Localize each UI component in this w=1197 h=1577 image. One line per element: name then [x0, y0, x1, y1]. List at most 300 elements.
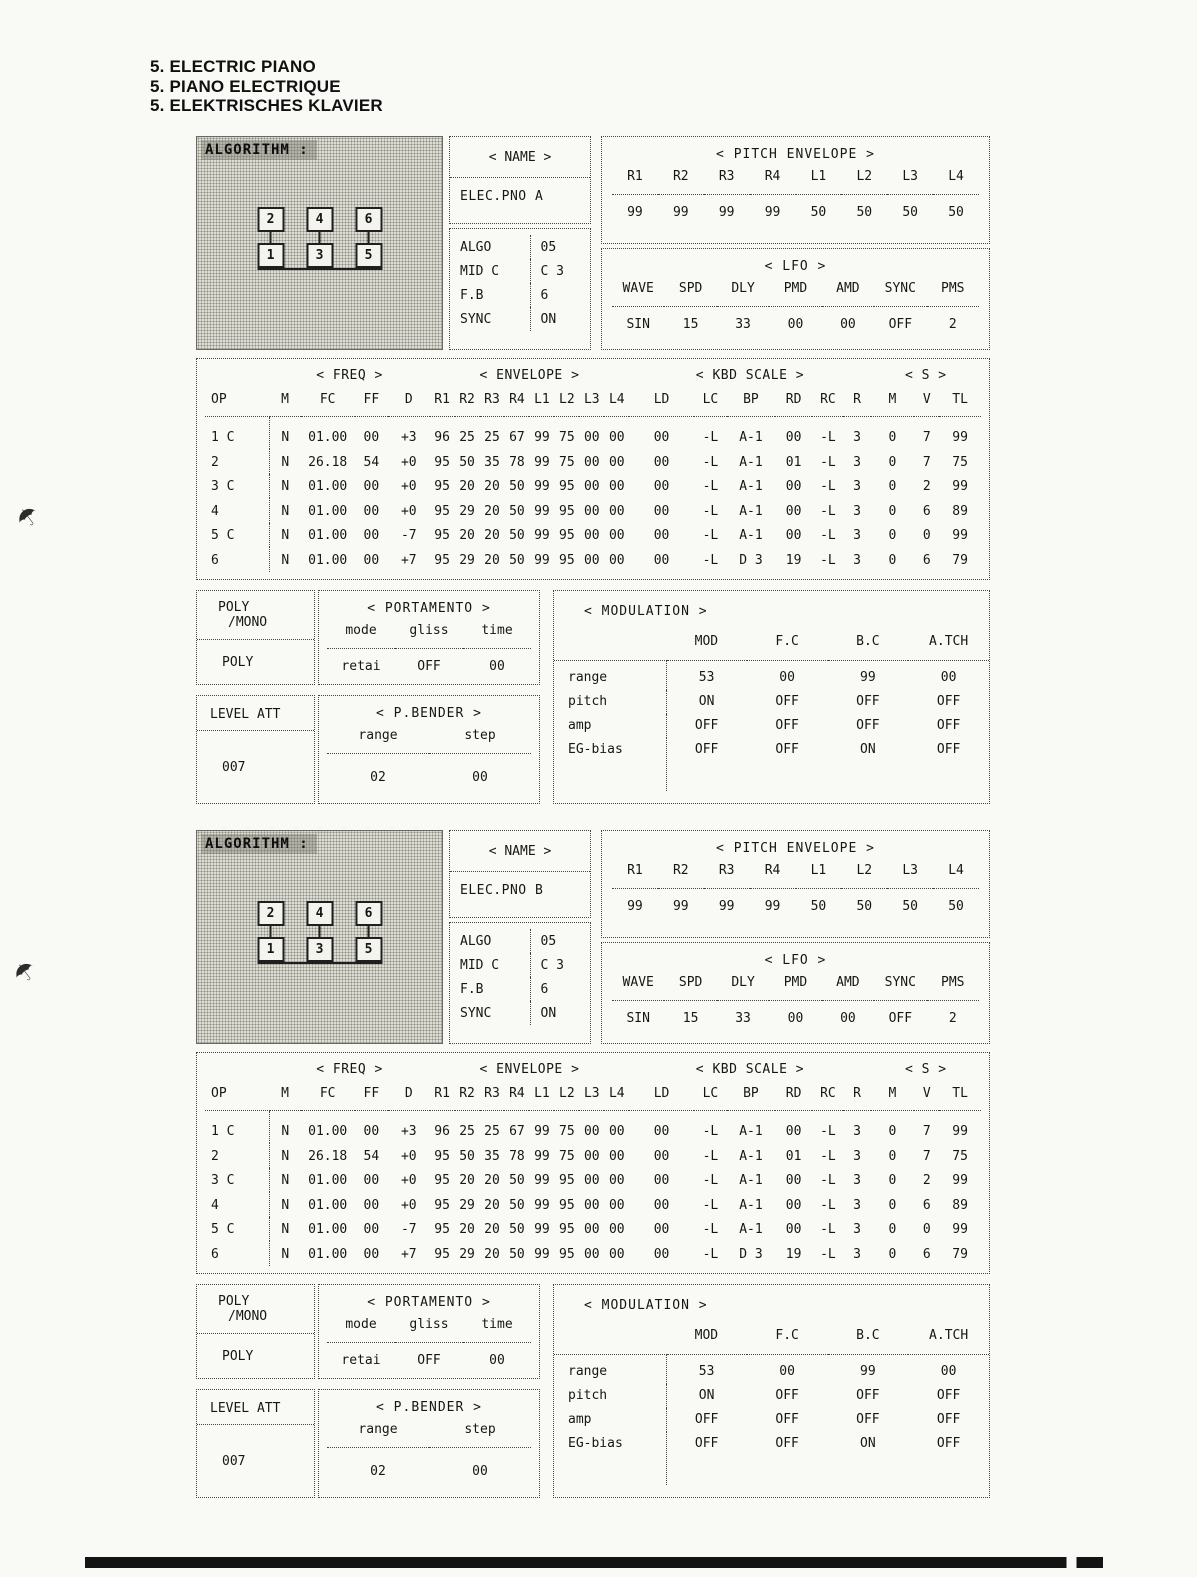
table-cell: 01 [785, 454, 802, 470]
table-cell: 95 [434, 1197, 450, 1213]
table-cell: R1 [430, 1079, 455, 1111]
table-cell: B.C [856, 634, 880, 649]
table-cell: 53 [666, 661, 747, 690]
table-row [554, 1384, 989, 1408]
table-cell: 25 [484, 1124, 500, 1139]
table-cell: 99 [952, 1124, 968, 1139]
table-cell: 99 [952, 1173, 968, 1188]
table-cell: L4 [948, 863, 964, 878]
table-cell: 00 [363, 1173, 380, 1188]
table-row [205, 1111, 981, 1144]
table-cell: 00 [608, 1222, 625, 1237]
table-cell: 00 [363, 1222, 380, 1237]
table-cell: 95 [559, 1222, 575, 1237]
table-cell: 25 [459, 1124, 475, 1139]
pitch-envelope-title: < PITCH ENVELOPE > [716, 841, 875, 856]
portamento-values [327, 649, 531, 679]
table-cell: LC [694, 385, 727, 417]
table-cell: 00 [608, 1197, 625, 1213]
table-cell: 01 [785, 1148, 802, 1164]
op-pair [257, 901, 284, 962]
table-row [205, 1168, 981, 1193]
table-cell: 00 [583, 552, 600, 568]
portamento-table [327, 1311, 531, 1372]
algorithm-label: ALGORITHM : [201, 834, 317, 854]
table-cell: 00 [363, 479, 380, 494]
table-cell: RD [775, 1079, 812, 1111]
table-row [554, 1408, 989, 1432]
table-cell: 96 [434, 430, 450, 445]
pitch-envelope-panel [601, 136, 990, 244]
table-row [612, 307, 979, 337]
table-cell: 99 [658, 195, 704, 225]
table-cell: 00 [363, 430, 380, 445]
lfo-header [612, 969, 979, 1001]
table-row [554, 690, 989, 714]
table-cell: 00 [785, 1222, 802, 1237]
table-cell: 95 [434, 503, 450, 519]
table-cell: 01.00 [308, 1222, 348, 1237]
table-cell: A-1 [739, 1222, 763, 1237]
table-cell: 20 [484, 1246, 500, 1262]
table-row [327, 1311, 531, 1343]
table-cell: time [481, 623, 513, 638]
p-bender-values [327, 754, 531, 790]
table-cell: 54 [363, 454, 380, 470]
table-cell: 50 [509, 552, 525, 568]
table-cell: 00 [785, 430, 802, 445]
table-cell: OFF [775, 1412, 799, 1427]
modulation-title: < MODULATION > [584, 604, 708, 619]
settings-rows [450, 235, 590, 331]
table-cell: OFF [936, 694, 961, 709]
table-row [205, 449, 981, 474]
table-cell: L2 [554, 1079, 579, 1111]
table-cell: 20 [484, 1197, 500, 1213]
table-cell: 95 [434, 1246, 450, 1262]
table-row [554, 738, 989, 792]
table-cell: range [554, 1355, 666, 1384]
table-cell: 00 [822, 1001, 874, 1031]
carrier-output-line [257, 962, 382, 964]
table-cell: 95 [559, 1173, 575, 1188]
table-cell: 00 [608, 528, 625, 543]
table-cell: 4 [205, 498, 269, 523]
table-cell: SYNC [450, 307, 530, 331]
modulation-header [554, 1313, 989, 1355]
table-cell: WAVE [622, 281, 654, 296]
group-header-freq: < FREQ > [316, 368, 383, 383]
table-cell: 05 [540, 933, 557, 949]
table-cell: N [281, 479, 290, 494]
table-cell: D [388, 1079, 430, 1111]
table-cell: 01.00 [308, 1246, 348, 1262]
table-cell: 00 [785, 503, 802, 519]
table-cell: range [358, 728, 398, 743]
table-cell: D [388, 385, 430, 417]
table-cell: 99 [828, 1355, 909, 1384]
table-cell: 50 [796, 195, 842, 225]
modulation-title: < MODULATION > [584, 1298, 708, 1313]
table-cell: 2 [927, 1001, 979, 1031]
table-cell: A-1 [739, 528, 763, 543]
table-cell: -L [702, 1173, 719, 1188]
table-cell: 75 [952, 454, 968, 470]
table-cell: R2 [455, 385, 480, 417]
table-cell: 00 [747, 1355, 828, 1384]
table-row [205, 1217, 981, 1242]
table-cell: 00 [583, 1124, 600, 1139]
lfo-header [612, 275, 979, 307]
table-cell: ON [698, 694, 715, 709]
table-cell: C 3 [540, 957, 564, 973]
table-row [450, 259, 590, 283]
table-cell: OFF [936, 1412, 961, 1427]
table-cell: LD [629, 385, 693, 417]
table-cell: D 3 [739, 552, 763, 568]
table-cell: MOD [694, 634, 719, 649]
level-att-label: LEVEL ATT [197, 696, 314, 731]
table-cell: 0 [888, 503, 897, 519]
table-cell: 00 [653, 528, 670, 543]
table-row [205, 1143, 981, 1168]
table-cell: 20 [484, 503, 500, 519]
pitch-envelope-header [612, 163, 979, 195]
table-cell: 99 [534, 430, 550, 445]
algorithm-panel [196, 136, 443, 350]
table-cell: 20 [484, 479, 500, 494]
operator-table-head [205, 365, 981, 417]
table-cell: 99 [534, 552, 550, 568]
table-cell: FF [355, 1079, 388, 1111]
table-cell: 15 [664, 307, 716, 337]
table-cell: 99 [534, 1148, 550, 1164]
table-cell: -L [820, 430, 836, 445]
table-cell: 50 [509, 1197, 525, 1213]
table-cell: 95 [434, 1148, 450, 1164]
op-node-1: 1 [257, 937, 284, 962]
poly-mono-value: POLY [222, 655, 254, 670]
connector-line [368, 232, 370, 243]
table-cell: L3 [902, 169, 919, 184]
group-header-kbd-scale: < KBD SCALE > [695, 368, 805, 383]
table-cell: N [281, 430, 290, 445]
table-cell: EG-bias [554, 738, 666, 792]
table-cell: 20 [484, 528, 500, 543]
table-cell: 99 [704, 889, 750, 919]
table-cell: M [871, 1079, 915, 1111]
table-row [205, 498, 981, 523]
table-cell: 00 [908, 661, 989, 690]
table-cell: OFF [775, 718, 799, 733]
table-cell: 00 [653, 1246, 670, 1262]
table-cell: F.C [775, 1328, 799, 1343]
table-cell: -L [820, 1173, 836, 1188]
table-cell: R [843, 1079, 870, 1111]
table-cell: 99 [750, 195, 796, 225]
table-cell: OFF [775, 694, 799, 709]
table-cell: R4 [764, 169, 781, 184]
carrier-output-line [257, 268, 382, 270]
table-cell: A-1 [739, 479, 763, 494]
patch-name: ELEC.PNO B [460, 883, 544, 898]
table-cell: SYNC [884, 281, 916, 296]
table-cell: 3 [853, 479, 861, 494]
mono-label: /MONO [197, 1309, 314, 1334]
table-cell: 00 [785, 1197, 802, 1213]
op-pair [257, 207, 284, 268]
p-bender-header [327, 1416, 531, 1448]
operator-panel [196, 358, 990, 580]
table-row [554, 1355, 989, 1384]
table-cell: 0 [888, 1197, 897, 1213]
table-cell: -7 [400, 1222, 417, 1237]
table-cell: -L [702, 1124, 719, 1139]
table-cell: 3 [853, 1246, 861, 1262]
table-cell: RC [812, 385, 843, 417]
operator-table [205, 1059, 981, 1266]
table-cell: -L [702, 1148, 719, 1164]
table-cell: 5 C [205, 1217, 269, 1242]
table-cell: R4 [504, 1079, 529, 1111]
page-title-block [150, 57, 383, 116]
table-cell: mode [345, 1317, 377, 1332]
table-cell: 05 [540, 239, 557, 255]
table-cell: 00 [608, 1246, 625, 1262]
poly-mono-panel [196, 590, 315, 685]
table-cell: PMS [941, 975, 965, 990]
table-cell: -L [702, 1246, 719, 1262]
table-cell: -L [820, 552, 836, 568]
table-cell: range [554, 661, 666, 690]
table-cell: +0 [400, 454, 417, 470]
lfo-values [612, 307, 979, 337]
table-row [205, 417, 981, 450]
table-cell: amp [554, 714, 666, 738]
table-cell: 00 [653, 1148, 670, 1164]
table-cell: 20 [484, 552, 500, 568]
table-cell: +3 [400, 1124, 417, 1139]
table-cell: pitch [554, 1384, 666, 1408]
poly-label: POLY [218, 1294, 250, 1309]
table-cell: 50 [933, 195, 979, 225]
table-row [450, 307, 590, 331]
table-cell: 99 [704, 195, 750, 225]
table-cell: 75 [559, 454, 575, 470]
table-cell: 99 [612, 889, 658, 919]
connector-line [368, 926, 370, 937]
table-cell: 00 [583, 430, 600, 445]
table-cell: TL [939, 385, 981, 417]
table-cell: pitch [554, 690, 666, 714]
lfo-values [612, 1001, 979, 1031]
algorithm-label: ALGORITHM : [201, 140, 317, 160]
table-cell: A-1 [739, 1124, 763, 1139]
op-node-4: 4 [306, 901, 333, 926]
table-cell: +0 [400, 479, 417, 494]
table-cell: mode [345, 623, 377, 638]
patch-sheet-a [196, 136, 990, 804]
p-bender-values [327, 1448, 531, 1484]
table-row [554, 661, 989, 690]
table-cell: -L [820, 1246, 836, 1262]
settings-rows [450, 929, 590, 1025]
table-cell: 89 [952, 503, 968, 519]
table-cell: ON [698, 1388, 715, 1403]
table-cell: -L [702, 1222, 719, 1237]
op-node-5: 5 [355, 243, 382, 268]
table-cell: 3 C [205, 474, 269, 499]
algorithm-panel [196, 830, 443, 1044]
table-cell: OFF [936, 1388, 961, 1403]
level-att-value: 007 [222, 1454, 246, 1469]
table-cell: R2 [672, 863, 689, 878]
table-cell: 33 [717, 307, 769, 337]
modulation-table [554, 619, 989, 791]
table-cell: 99 [952, 479, 968, 494]
table-cell: L3 [902, 863, 919, 878]
table-cell: 0 [888, 528, 897, 543]
table-cell: M [269, 385, 300, 417]
table-cell: MOD [694, 1328, 719, 1343]
table-cell: 35 [484, 1148, 500, 1164]
table-cell: 7 [922, 1148, 931, 1164]
table-row [612, 969, 979, 1001]
table-cell: L3 [579, 385, 604, 417]
pitch-envelope-table [612, 163, 979, 224]
table-row [205, 1241, 981, 1266]
page-title-en: 5. ELECTRIC PIANO [150, 57, 316, 76]
table-cell: OFF [856, 718, 880, 733]
table-row [327, 722, 531, 754]
table-cell: RD [775, 385, 812, 417]
table-cell: 6 [540, 287, 549, 303]
table-cell: 2 [927, 307, 979, 337]
table-cell: 01.00 [308, 430, 348, 445]
table-cell: 50 [509, 1173, 525, 1188]
level-att-panel [196, 1389, 315, 1498]
table-cell: A-1 [739, 1148, 763, 1164]
table-cell: 01.00 [308, 552, 348, 568]
group-header-freq: < FREQ > [316, 1062, 383, 1077]
p-bender-title: < P.BENDER > [376, 1400, 482, 1415]
table-cell: 6 [922, 503, 931, 519]
table-cell: F.B [450, 977, 530, 1001]
table-cell: 0 [888, 552, 897, 568]
table-cell: 99 [952, 430, 968, 445]
table-cell: 19 [785, 1246, 802, 1262]
table-cell: 25 [484, 430, 500, 445]
connector-line [270, 926, 272, 937]
op-pair [355, 207, 382, 268]
table-cell: 3 [853, 1222, 861, 1237]
op-node-3: 3 [306, 937, 333, 962]
table-cell: DLY [731, 975, 755, 990]
table-cell: 00 [608, 1173, 625, 1188]
table-cell: 00 [653, 1173, 670, 1188]
table-cell: N [281, 454, 290, 470]
table-cell: 00 [653, 1197, 670, 1213]
pitch-envelope-table [612, 857, 979, 918]
op-node-3: 3 [306, 243, 333, 268]
table-cell: N [281, 1197, 290, 1213]
table-cell: 0 [888, 1124, 897, 1139]
table-cell: 78 [509, 1148, 525, 1164]
table-cell: SIN [612, 307, 664, 337]
table-cell: 0 [888, 479, 897, 494]
p-bender-panel [318, 695, 540, 804]
table-row [205, 474, 981, 499]
table-cell: L1 [810, 169, 827, 184]
table-cell: 54 [363, 1148, 380, 1164]
table-cell: 75 [559, 430, 575, 445]
table-cell: 6 [540, 981, 549, 997]
operator-table-head [205, 1059, 981, 1111]
table-cell: N [281, 1222, 290, 1237]
table-cell: 00 [608, 430, 625, 445]
table-cell: 00 [653, 503, 670, 519]
table-cell: 7 [922, 1124, 931, 1139]
table-row [205, 547, 981, 572]
table-cell: 00 [785, 528, 802, 543]
table-cell: 75 [559, 1124, 575, 1139]
table-cell: 20 [484, 1222, 500, 1237]
table-cell: -L [820, 1124, 836, 1139]
table-cell: 00 [653, 479, 670, 494]
table-cell: 95 [434, 454, 450, 470]
table-cell: SYNC [884, 975, 916, 990]
table-cell: SIN [612, 1001, 664, 1031]
table-cell: L1 [529, 385, 554, 417]
table-cell: 01.00 [308, 479, 348, 494]
table-cell: amp [554, 1408, 666, 1432]
table-cell: 2 [922, 479, 931, 494]
table-cell: 75 [559, 1148, 575, 1164]
table-row [327, 649, 531, 679]
table-cell: R2 [672, 169, 689, 184]
table-cell: -L [820, 1148, 836, 1164]
table-cell: 95 [434, 1222, 450, 1237]
table-cell: 0 [888, 1222, 897, 1237]
table-cell: V [914, 1079, 939, 1111]
table-cell: 00 [608, 1124, 625, 1139]
connector-line [270, 232, 272, 243]
table-cell: +7 [400, 1246, 417, 1262]
table-cell: 00 [653, 454, 670, 470]
table-cell: 00 [583, 479, 600, 494]
table-cell: OFF [874, 1001, 926, 1031]
table-cell: 3 [853, 1197, 861, 1213]
table-cell: 95 [559, 528, 575, 543]
table-cell: 3 [853, 503, 861, 519]
table-cell: N [281, 1148, 290, 1164]
table-cell: N [281, 1246, 290, 1262]
portamento-header [327, 1311, 531, 1343]
table-cell: 3 C [205, 1168, 269, 1193]
algorithm-diagram [257, 207, 382, 270]
table-cell: A-1 [739, 454, 763, 470]
table-cell: MID C [450, 259, 530, 283]
group-header-envelope: < ENVELOPE > [479, 368, 580, 383]
table-cell: L4 [948, 169, 964, 184]
table-cell: 00 [463, 1343, 531, 1373]
table-cell: A-1 [739, 430, 763, 445]
pitch-envelope-header [612, 857, 979, 889]
table-row [612, 275, 979, 307]
table-cell: OFF [856, 694, 880, 709]
table-cell: 50 [509, 1246, 525, 1262]
table-row [205, 385, 981, 417]
